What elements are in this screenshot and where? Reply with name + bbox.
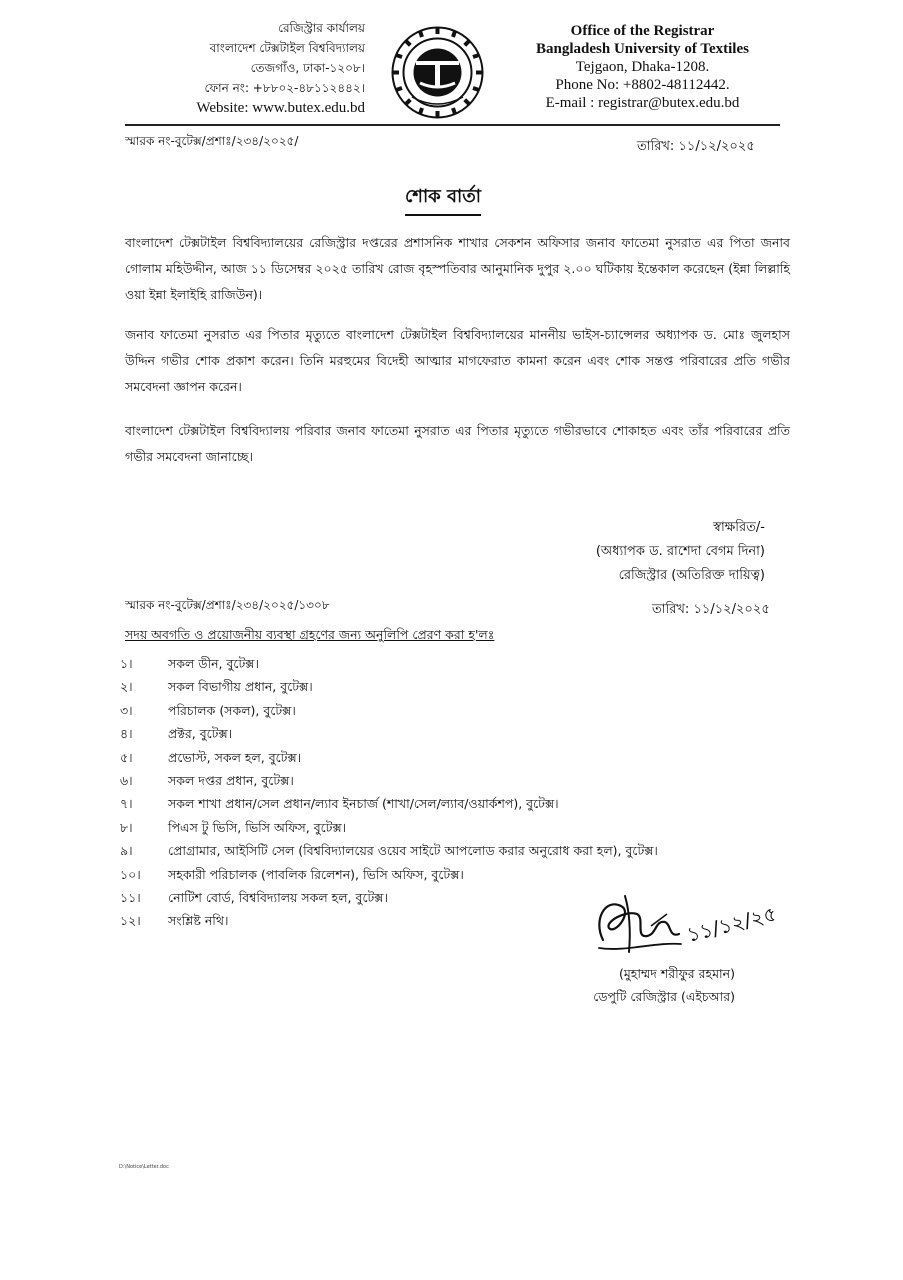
signature-date: ১১/১২/২৫ [684,901,779,947]
signatory-1-name: (অধ্যাপক ড. রাশেদা বেগম দিনা) [595,544,765,559]
signatory-2 [545,962,735,1008]
header-university-en: Bangladesh University of Textiles [536,41,749,57]
header-email-en: E-mail : registrar@butex.edu.bd [545,95,740,111]
list-item-text: সকল দপ্তর প্রধান, বুটেক্স। [168,772,294,788]
header-website: Website: www.butex.edu.bd [196,100,365,116]
header-address-bn: তেজগাঁও, ঢাকা-১২০৮। [250,61,365,75]
list-item-number: ৬। [120,772,133,788]
header-office-en: Office of the Registrar [570,23,715,39]
signatory-1-designation: রেজিস্ট্রার (অতিরিক্ত দায়িত্ব) [618,568,765,583]
list-item-text: নোটিশ বোর্ড, বিশ্ববিদ্যালয় সকল হল, বুটেক্স। [168,889,388,905]
handwritten-signature [585,880,785,970]
list-item-number: ১১। [120,889,141,905]
signatory-2-name: (মুহাম্মদ শরীফুর রহমান) [618,966,735,981]
memo-number-top: স্মারক নং-বুটেক্স/প্রশাঃ/২৩৪/২০২৫/ [125,134,299,148]
list-item-number: ২। [120,679,133,695]
list-item-text: প্রক্টর, বুটেক্স। [168,726,233,742]
list-item-text: সকল শাখা প্রধান/সেল প্রধান/ল্যাব ইনচার্জ (শাখা/সেল/ল্যাব/ওয়ার্কশপ), বুটেক্স। [168,796,559,812]
document-title: শোক বার্তা [405,182,481,216]
list-item-number: ৯। [120,843,133,859]
date-bottom: তারিখ: ১১/১২/২০২৫ [652,602,770,617]
university-emblem-icon [390,25,485,120]
header-phone-bn: ফোন নং: +৮৮০২-৪৮১১২৪৪২। [204,81,365,95]
list-item-number: ১। [120,656,133,671]
footer-file-path: D:\Notice\Letter.doc [119,1164,169,1170]
cc-heading: সদয় অবগতি ও প্রয়োজনীয় ব্যবস্থা গ্রহণের জন্য অনুলিপি প্রেরণ করা হ'লঃ [125,627,495,642]
list-item-text: সহকারী পরিচালক (পাবলিক রিলেশন), ভিসি অফিস, বুটেক্স। [168,866,464,882]
list-item-text: সকল বিভাগীয় প্রধান, বুটেক্স। [168,679,313,695]
date-top: তারিখ: ১১/১২/২০২৫ [637,139,755,154]
list-item-text: প্রভোস্ট, সকল হল, বুটেক্স। [168,749,302,765]
header-address-en: Tejgaon, Dhaka-1208. [575,59,710,75]
list-item-number: ১২। [120,913,141,929]
header-right [515,22,770,112]
list-item-number: ৪। [120,726,133,742]
list-item-text: পরিচালক (সকল), বুটেক্স। [168,702,296,718]
header-left [150,18,365,118]
signatory-2-designation: ডেপুটি রেজিস্ট্রার (এইচআর) [593,989,735,1004]
signature-scribble-icon [585,880,785,970]
list-item-number: ১০। [120,866,141,882]
memo-number-bottom: স্মারক নং-বুটেক্স/প্রশাঃ/২৩৪/২০২৫/১৩০৮ [125,598,330,612]
list-item-number: ৩। [120,702,133,718]
header-university-bn: বাংলাদেশ টেক্সটাইল বিশ্ববিদ্যালয় [209,41,365,55]
paragraph-1: বাংলাদেশ টেক্সটাইল বিশ্ববিদ্যালয়ের রেজিস্ট্রার দপ্তরের প্রশাসনিক শাখার সেকশন অফিসার জনাব ফাতেমা নুসরাত এর পিতা জনাব গোলাম মহিউদ্দীন, আজ ১১ ডিসেম্বর ২০২৫ তারিখ রোজ বৃহস্পতিবার আনুমানিক দুপুর ২.০০ ঘটিকায় ইন্তেকাল করেছেন (ইন্না লিল্লাহি ওয়া ইন্না ইলাইহি রাজিউন)। [125,235,790,302]
header-office-bn: রেজিস্ট্রার কার্যালয় [278,21,365,35]
signed-mark: স্বাক্ষরিত/- [713,520,765,535]
list-item-number: ৫। [120,749,133,765]
university-logo [390,25,485,120]
paragraph-3: বাংলাদেশ টেক্সটাইল বিশ্ববিদ্যালয় পরিবার জনাব ফাতেমা নুসরাত এর পিতার মৃত্যুতে গভীরভাবে শোকাহত এবং তাঁর পরিবারের প্রতি গভীর সমবেদনা জানাচ্ছে। [125,423,790,464]
list-item-number: ৮। [120,819,133,835]
list-item-text: সকল ডীন, বুটেক্স। [168,656,259,671]
list-item-text: পিএস টু ভিসি, ভিসি অফিস, বুটেক্স। [168,819,347,835]
header-phone-en: Phone No: +8802-48112442. [555,77,730,93]
list-item-text: প্রোগ্রামার, আইসিটি সেল (বিশ্ববিদ্যালয়ের ওয়েব সাইটে আপলোড করার অনুরোধ করা হল), বুটেক্স। [168,843,658,859]
header-divider [125,124,780,126]
signatory-1 [560,516,765,588]
list-item-number: ৭। [120,796,133,812]
list-item-text: সংশ্লিষ্ট নথি। [168,913,229,929]
paragraph-2: জনাব ফাতেমা নুসরাত এর পিতার মৃত্যুতে বাংলাদেশ টেক্সটাইল বিশ্ববিদ্যালয়ের মাননীয় ভাইস-চ্যান্সেলর অধ্যাপক ড. মোঃ জুলহাস উদ্দিন গভীর শোক প্রকাশ করেন। তিনি মরহুমের বিদেহী আত্মার মাগফেরাত কামনা করেন এবং শোক সন্তপ্ত পরিবারের প্রতি গভীর সমবেদনা জ্ঞাপন করেন। [125,327,790,394]
